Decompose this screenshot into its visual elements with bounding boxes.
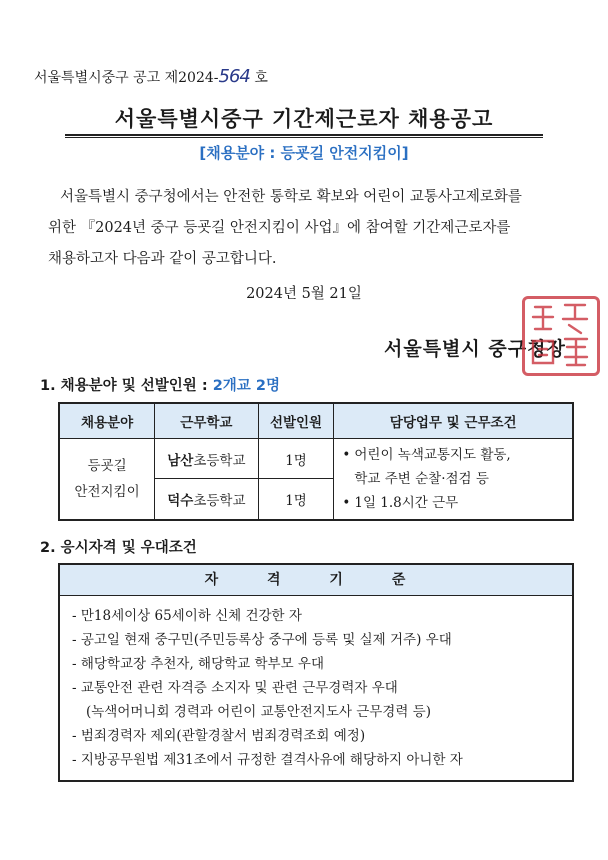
school-name-bold: 남산 [167,452,194,469]
qualification-list [60,596,572,780]
official-seal-icon [522,296,600,376]
qualification-item: - 해당학교장 추천자, 해당학교 학부모 우대 [72,656,325,672]
notice-prefix: 서울특별시중구 공고 제2024- [34,70,219,86]
duty-text: 1일 1.8시간 근무 [354,495,459,511]
qualification-item: - 교통안전 관련 자격증 소지자 및 관련 근무경력자 우대 [72,680,398,696]
duties-list [342,443,564,515]
section1-highlight: 2개교 2명 [212,378,280,394]
column-header: 선발인원 [258,403,334,439]
intro-line: 채용하고자 다음과 같이 공고합니다. [48,251,277,267]
qualification-box [58,563,574,782]
duty-text: 어린이 녹색교통지도 활동, [354,447,511,463]
qualification-item: - 공고일 현재 중구민(주민등록상 중구에 등록 및 실제 거주) 우대 [72,632,452,648]
title-rule-thick [65,134,543,136]
bullet-icon: • [342,447,351,463]
handwritten-number: 564 [218,66,250,87]
table-header-row [59,403,573,439]
field-cell [59,439,155,521]
duty-item [342,443,564,491]
intro-paragraph [48,182,568,275]
page-title: 서울특별시중구 기간제근로자 채용공고 [114,107,494,131]
intro-line: 위한 『2024년 중구 등굣길 안전지킴이 사업』에 참여할 기간제근로자를 [48,220,511,236]
column-header: 담당업무 및 근무조건 [334,403,573,439]
school-cell [155,439,259,479]
table-row [59,439,573,479]
count-cell: 1명 [258,479,334,520]
field-line: 등굣길 [87,458,127,474]
intro-line: 서울특별시 중구청에서는 안전한 통학로 확보와 어린이 교통사고제로화를 [60,189,522,205]
column-header: 채용분야 [59,403,155,439]
school-name-bold: 덕수 [167,493,194,510]
school-name-rest: 초등학교 [193,493,246,510]
duty-continuation: 학교 주변 순찰·점검 등 [354,471,489,487]
issuer-name: 서울특별시 중구청장 [384,338,566,360]
qualification-item: - 지방공무원법 제31조에서 규정한 결격사유에 해당하지 아니한 자 [72,752,463,768]
qualification-box-title: 자 격 기 준 [60,565,572,596]
duty-item [342,491,564,515]
school-cell [155,479,259,520]
section1-heading [40,374,280,395]
column-header: 근무학교 [155,403,259,439]
field-line: 안전지킴이 [74,484,140,500]
recruitment-table [58,402,574,521]
qualification-item: - 범죄경력자 제외(관할경찰서 범죄경력조회 예정) [72,728,366,744]
duties-cell [334,439,573,521]
title-rule-thin [65,137,543,138]
qualification-item: (녹색어머니회 경력과 어린이 교통안전지도사 근무경력 등) [86,704,431,720]
section1-title: 1. 채용분야 및 선발인원 : [40,378,213,394]
notice-number [34,66,268,87]
page-subtitle: [채용분야 : 등굣길 안전지킴이] [199,144,409,162]
count-cell: 1명 [258,439,334,479]
notice-date: 2024년 5월 21일 [246,286,362,302]
seal-pattern-icon [525,299,597,373]
bullet-icon: • [342,495,351,511]
qualification-item: - 만18세이상 65세이하 신체 건강한 자 [72,608,302,624]
section2-heading: 2. 응시자격 및 우대조건 [40,540,197,556]
notice-suffix: 호 [254,70,268,86]
school-name-rest: 초등학교 [193,452,246,469]
